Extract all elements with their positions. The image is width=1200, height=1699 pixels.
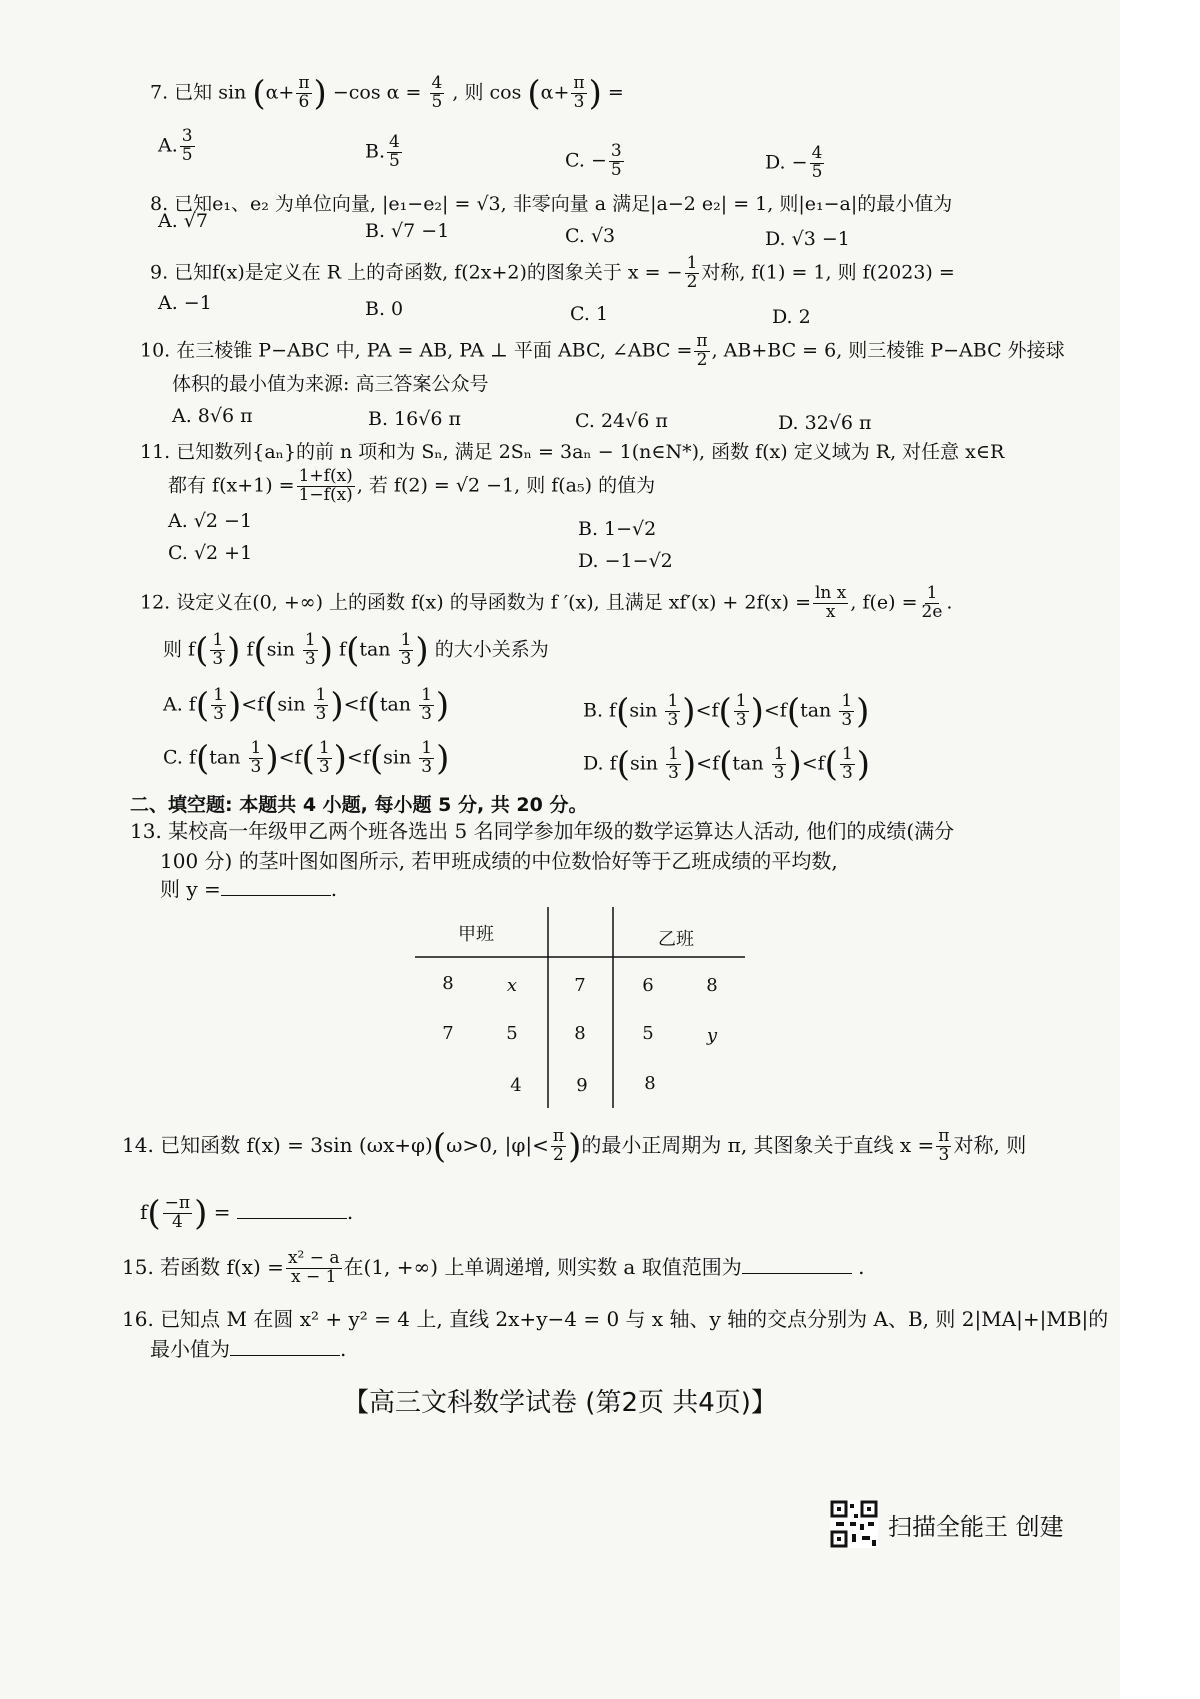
leaf-left: 5: [506, 1023, 518, 1044]
question-13-line1: 13. 某校高一年级甲乙两个班各选出 5 名同学参加年级的数学运算达人活动, 他们的成绩(满分: [130, 819, 955, 843]
qr-code-icon: [830, 1500, 878, 1548]
q8-option-a: A. √7: [158, 210, 208, 232]
question-8: 8. 已知e₁、e₂ 为单位向量, |e₁−e₂| = √3, 非零向量 a 满足|a−2 e₂| = 1, 则|e₁−a|的最小值为: [150, 193, 953, 215]
section-fill-in-heading: 二、填空题: 本题共 4 小题, 每小题 5 分, 共 20 分。: [130, 794, 588, 816]
q12-option-d: D. f(sin $\frac{1}{3}$ )<f(tan $\frac{1}{3}$ )<f( $\frac{1}{3}$ ): [583, 744, 871, 785]
q16-answer-blank[interactable]: [230, 1337, 340, 1356]
q9-option-a: A. −1: [158, 292, 212, 314]
q10-stem-line2: 体积的最小值为来源: 高三答案公众号: [172, 373, 489, 395]
stem: 7: [574, 975, 586, 996]
question-12: 12. 设定义在(0, +∞) 上的函数 f(x) 的导函数为 f ′(x), 且满足 xf′(x) + 2f(x) = $\frac{\text{ln x}}{x}$ , f(e) = $\frac{1}{2e}$ .: [140, 583, 953, 622]
left-header: 甲班: [458, 924, 494, 945]
q8-option-d: D. √3 −1: [765, 228, 850, 250]
q10-option-a: A. 8√6 π: [172, 405, 253, 427]
question-7: 7. 已知 sin (α+ $\frac{\pi}{6}$ ) −cos α = $\frac{4}{5}$ , 则 cos (α+ $\frac{\pi}{3}$ ) =: [150, 73, 624, 114]
q14-answer-blank[interactable]: [237, 1200, 347, 1219]
q12-option-a: A. f( $\frac{1}{3}$ )<f(sin $\frac{1}{3}$ )<f(tan $\frac{1}{3}$ ): [163, 685, 450, 726]
q10-option-d: D. 32√6 π: [778, 412, 872, 434]
leaf-right: 8: [706, 975, 718, 996]
q10-option-b: B. 16√6 π: [368, 408, 461, 430]
q9-option-b: B. 0: [365, 298, 404, 320]
q12-option-c: C. f(tan $\frac{1}{3}$ )<f( $\frac{1}{3}$ )<f(sin $\frac{1}{3}$ ): [163, 738, 450, 779]
q7-option-c: C. − $\frac{3}{5}$: [565, 141, 622, 180]
q7-option-d: D. − $\frac{4}{5}$: [765, 143, 823, 182]
leaf-right: 5: [642, 1023, 654, 1044]
leaf-right: 6: [642, 975, 654, 996]
question-11: 11. 已知数列{aₙ}的前 n 项和为 Sₙ, 满足 2Sₙ = 3aₙ − 1(n∈N*), 函数 f(x) 定义域为 R, 对任意 x∈R: [140, 441, 1005, 463]
scanner-brand: [830, 1500, 1064, 1548]
right-header: 乙班: [658, 929, 694, 950]
q8-option-b: B. √7 −1: [365, 220, 450, 242]
q12-option-b: B. f(sin $\frac{1}{3}$ )<f( $\frac{1}{3}$ )<f(tan $\frac{1}{3}$ ): [583, 691, 870, 732]
q10-option-c: C. 24√6 π: [575, 410, 668, 432]
question-15: 15. 若函数 f(x) = $\frac{\text{x² − a}}{x - 1}$ 在(1, +∞) 上单调递增, 则实数 a 取值范围为 .: [122, 1248, 865, 1287]
question-13-line2: 100 分) 的茎叶图如图所示, 若甲班成绩的中位数恰好等于乙班成绩的平均数,: [160, 849, 838, 873]
question-10: 10. 在三棱锥 P−ABC 中, PA = AB, PA ⊥ 平面 ABC, ∠ABC = $\frac{\pi}{2}$ , AB+BC = 6, 则三棱锥 P−ABC 外接球: [140, 331, 1065, 370]
stem: 9: [576, 1075, 588, 1096]
q11-option-d: D. −1−√2: [578, 550, 673, 572]
q7-stem: 7. 已知 sin: [150, 81, 247, 104]
question-16-line2: 最小值为 .: [150, 1337, 347, 1361]
leaf-right: y: [706, 1025, 718, 1046]
page-footer: 【高三文科数学试卷 (第2页 共4页)】: [343, 1388, 777, 1418]
question-13-line3: 则 y = .: [160, 877, 338, 901]
q8-option-c: C. √3: [565, 225, 616, 247]
q11-option-a: A. √2 −1: [168, 510, 253, 532]
q9-option-c: C. 1: [570, 303, 609, 325]
stem-leaf-table: [400, 905, 760, 1110]
q9-option-d: D. 2: [772, 306, 811, 328]
leaf-left: 8: [442, 973, 454, 994]
leaf-right: 8: [644, 1073, 656, 1094]
q11-option-c: C. √2 +1: [168, 542, 253, 564]
q12-stem-line2: 则 f( $\frac{1}{3}$ ) f(sin $\frac{1}{3}$ ) f(tan $\frac{1}{3}$ ) 的大小关系为: [163, 630, 549, 671]
q7-option-a: A. $\frac{3}{5}$: [158, 126, 193, 165]
stem: 8: [574, 1023, 586, 1044]
leaf-left: 4: [510, 1075, 522, 1096]
leaf-left: 7: [442, 1023, 454, 1044]
leaf-left: x: [506, 975, 518, 996]
q15-answer-blank[interactable]: [742, 1255, 852, 1274]
brand-text: 扫描全能王 创建: [888, 1512, 1064, 1541]
question-16-line1: 16. 已知点 M 在圆 x² + y² = 4 上, 直线 2x+y−4 = 0 与 x 轴、y 轴的交点分别为 A、B, 则 2|MA|+|MB|的: [122, 1307, 1109, 1331]
q11-option-b: B. 1−√2: [578, 518, 657, 540]
question-14: 14. 已知函数 f(x) = 3sin (ωx+φ)(ω>0, |φ|< $\frac{\pi}{2}$ )的最小正周期为 π, 其图象关于直线 x = $\frac{\pi}{3}$ 对称, 则: [122, 1126, 1027, 1167]
question-9: 9. 已知f(x)是定义在 R 上的奇函数, f(2x+2)的图象关于 x = − $\frac{1}{2}$ 对称, f(1) = 1, 则 f(2023) =: [150, 253, 955, 292]
q7-option-b: B. $\frac{4}{5}$: [365, 132, 400, 171]
q11-stem-line2: 都有 f(x+1) = $\frac{1+f(x)}{1-f(x)}$ , 若 f(2) = √2 −1, 则 f(a₅) 的值为: [168, 466, 656, 505]
q13-answer-blank[interactable]: [221, 877, 331, 896]
question-14-line2: f( $\frac{-\pi}{4}$ ) = .: [140, 1193, 354, 1234]
